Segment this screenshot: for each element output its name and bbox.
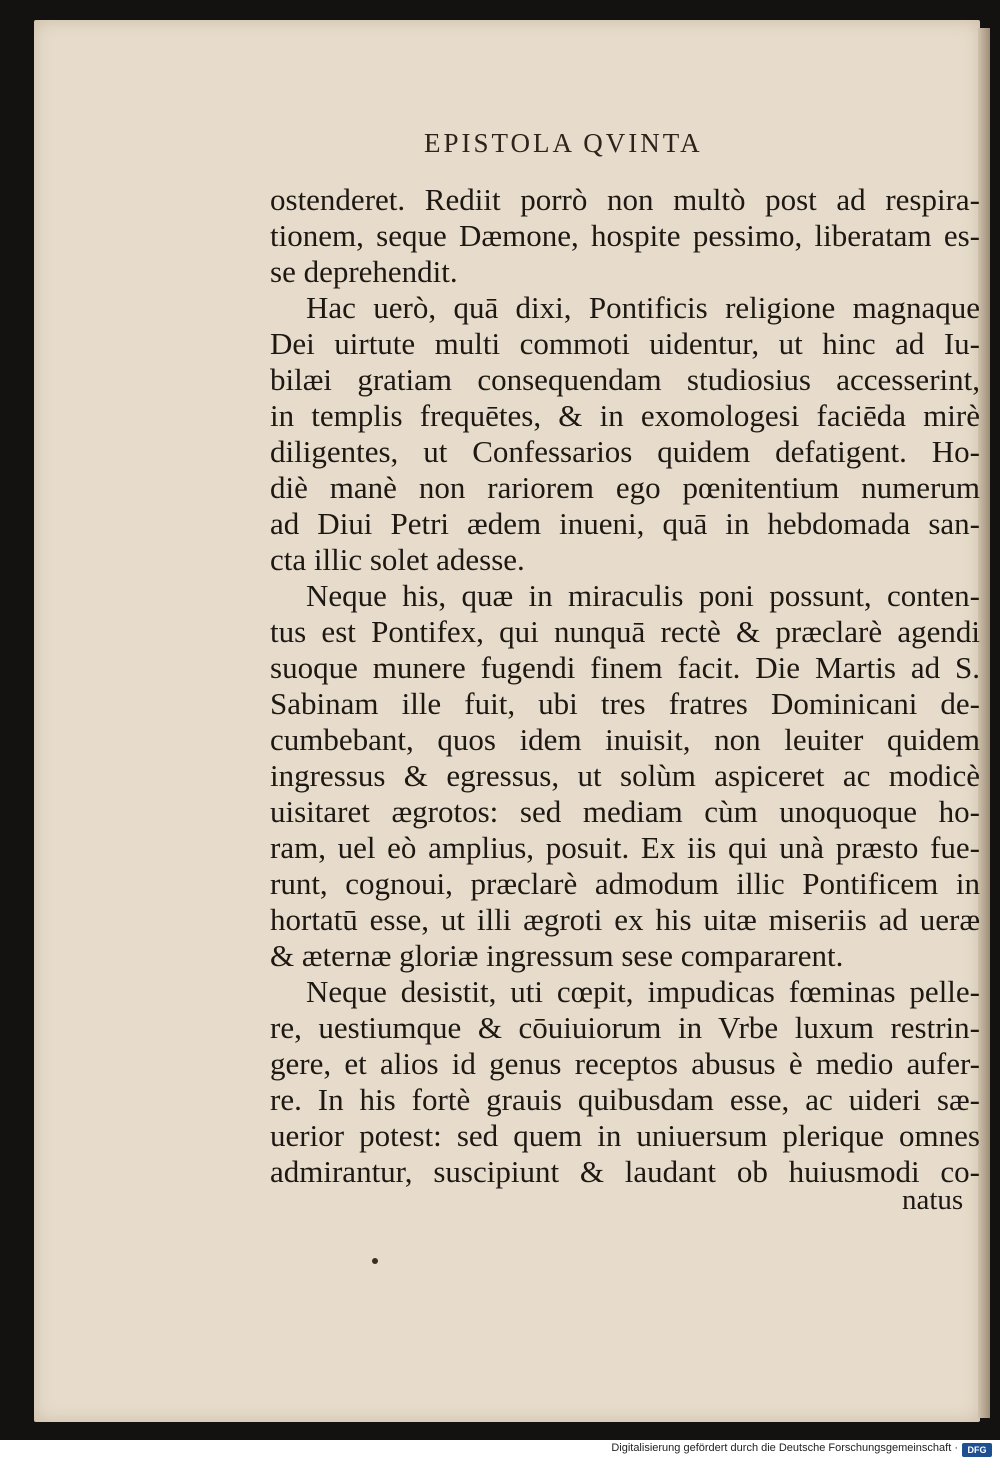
text-line: Sabinam ille fuit, ubi tres fratres Dominicani de- <box>270 686 980 721</box>
catchword: natus <box>902 1184 964 1216</box>
text-line: cta illic solet adesse. <box>270 542 525 577</box>
text-line: diligentes, ut Confessarios quidem defatigent. Ho- <box>270 434 980 469</box>
dfg-logo-icon[interactable]: DFG <box>962 1443 992 1457</box>
text-line: ram, uel eò amplius, posuit. Ex iis qui unà præsto fue- <box>270 830 980 865</box>
book-page <box>34 20 980 1422</box>
text-line: uisitaret ægrotos: sed mediam cùm unoquoque ho- <box>270 794 980 829</box>
text-line: re. In his fortè grauis quibusdam esse, ac uideri sæ- <box>270 1082 980 1117</box>
text-line: re, uestiumque & cōuiuiorum in Vrbe luxum restrin- <box>270 1010 980 1045</box>
footer-credit: Digitalisierung gefördert durch die Deutsche Forschungsgemeinschaft · <box>611 1442 958 1454</box>
text-line: tus est Pontifex, qui nunquā rectè & præclarè agendi <box>270 614 980 649</box>
text-line: Dei uirtute multi commoti uidentur, ut hinc ad Iu- <box>270 326 980 361</box>
text-line: cumbebant, quos idem inuisit, non leuiter quidem <box>270 722 980 757</box>
text-line: bilæi gratiam consequendam studiosius accesserint, <box>270 362 980 397</box>
text-line: runt, cognoui, præclarè admodum illic Pontificem in <box>270 866 980 901</box>
text-line: se deprehendit. <box>270 254 458 289</box>
running-head: EPISTOLA QVINTA <box>424 128 703 158</box>
text-line: ad Diui Petri ædem inueni, quā in hebdomada san- <box>270 506 980 541</box>
text-line: Neque his, quæ in miraculis poni possunt, conten- <box>306 578 980 613</box>
text-line: gere, et alios id genus receptos abusus è medio aufer- <box>270 1046 980 1081</box>
text-line: diè manè non rariorem ego pœnitentium numerum <box>270 470 980 505</box>
text-line: hortatū esse, ut illi ægroti ex his uitæ miseriis ad ueræ <box>270 902 980 937</box>
text-line: Neque desistit, uti cœpit, impudicas fœminas pelle- <box>306 974 980 1009</box>
body-text <box>270 182 980 1190</box>
text-line: ingressus & egressus, ut solùm aspiceret ac modicè <box>270 758 980 793</box>
text-line: & æternæ gloriæ ingressum sese compararent. <box>270 938 844 973</box>
text-line: admirantur, suscipiunt & laudant ob huiusmodi co- <box>270 1154 980 1189</box>
text-line: ostenderet. Rediit porrò non multò post ad respira- <box>270 182 980 217</box>
text-line: tionem, seque Dæmone, hospite pessimo, liberatam es- <box>270 218 980 253</box>
text-line: uerior potest: sed quem in uniuersum plerique omnes <box>270 1118 980 1153</box>
text-line: in templis frequētes, & in exomologesi faciēda mirè <box>270 398 980 433</box>
text-line: Hac uerò, quā dixi, Pontificis religione magnaque <box>306 290 980 325</box>
text-line: suoque munere fugendi finem facit. Die Martis ad S. <box>270 650 980 685</box>
ink-speck <box>372 1258 378 1264</box>
footer-bar <box>0 1440 1000 1461</box>
